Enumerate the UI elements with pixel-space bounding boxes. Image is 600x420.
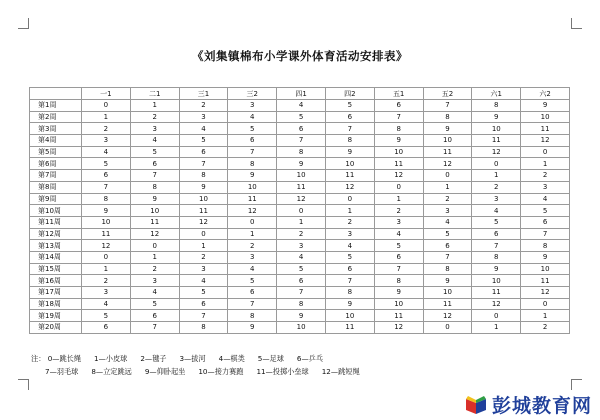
activity-code-cell: 5 [228,275,277,287]
activity-code-cell: 9 [325,146,374,158]
activity-code-cell: 10 [423,135,472,147]
activity-code-cell: 6 [179,146,228,158]
activity-code-cell: 3 [521,181,570,193]
book-logo-icon [464,393,488,415]
table-row [30,205,570,217]
activity-code-cell: 9 [82,205,131,217]
activity-code-cell: 2 [130,111,179,123]
activity-code-cell: 0 [423,170,472,182]
activity-code-cell: 2 [82,123,131,135]
activity-code-cell: 9 [423,123,472,135]
activity-code-cell: 3 [179,263,228,275]
activity-code-cell: 8 [277,146,326,158]
legend-item: 1—小皮球 [94,354,128,363]
legend-item: 11—投掷小垒球 [256,367,309,376]
activity-code-cell: 10 [423,287,472,299]
activity-code-cell: 6 [374,251,423,263]
activity-code-cell: 4 [82,146,131,158]
class-header-cell: 一1 [82,88,131,100]
activity-code-cell: 8 [82,193,131,205]
activity-code-cell: 10 [472,275,521,287]
activity-code-cell: 12 [521,135,570,147]
activity-code-cell: 4 [521,193,570,205]
activity-code-cell: 10 [374,146,423,158]
activity-code-cell: 5 [277,263,326,275]
activity-code-cell: 4 [472,205,521,217]
activity-code-cell: 2 [472,181,521,193]
activity-code-cell: 4 [277,100,326,112]
legend-item: 8—立定跳远 [91,367,132,376]
activity-code-cell: 2 [423,193,472,205]
activity-code-cell: 3 [472,193,521,205]
activity-code-cell: 0 [521,298,570,310]
activity-code-cell: 7 [179,158,228,170]
activity-code-cell: 9 [374,287,423,299]
activity-code-cell: 3 [82,135,131,147]
activity-code-cell: 6 [472,228,521,240]
schedule-table [29,87,570,334]
table-row [30,193,570,205]
week-label-cell: 第9周 [30,193,82,205]
table-row [30,263,570,275]
activity-code-cell: 4 [423,216,472,228]
activity-code-cell: 7 [277,135,326,147]
activity-code-cell: 11 [228,193,277,205]
activity-code-cell: 8 [228,310,277,322]
activity-code-cell: 7 [82,181,131,193]
activity-code-cell: 11 [423,298,472,310]
activity-code-cell: 7 [179,310,228,322]
activity-code-cell: 5 [325,251,374,263]
table-row [30,275,570,287]
activity-code-cell: 9 [277,310,326,322]
activity-code-cell: 5 [472,216,521,228]
activity-code-cell: 12 [325,181,374,193]
legend-item: 7—羽毛球 [45,367,79,376]
week-label-cell: 第20周 [30,322,82,334]
activity-code-cell: 2 [521,170,570,182]
activity-code-cell: 0 [472,310,521,322]
activity-code-cell: 1 [130,251,179,263]
activity-code-cell: 10 [325,310,374,322]
legend-item: 9—仰卧起坐 [144,367,186,376]
activity-code-cell: 7 [228,298,277,310]
activity-code-cell: 0 [521,146,570,158]
activity-code-cell: 4 [374,228,423,240]
activity-code-cell: 2 [521,322,570,334]
activity-code-cell: 9 [277,158,326,170]
activity-code-cell: 12 [130,228,179,240]
table-row [30,228,570,240]
activity-code-cell: 12 [82,240,131,252]
activity-code-cell: 11 [82,228,131,240]
activity-code-cell: 6 [82,322,131,334]
activity-code-cell: 4 [179,275,228,287]
activity-code-cell: 10 [277,322,326,334]
class-header-cell: 四2 [325,88,374,100]
class-header-cell: 三1 [179,88,228,100]
activity-code-cell: 9 [521,100,570,112]
activity-code-cell: 7 [374,111,423,123]
class-header-cell: 六1 [472,88,521,100]
activity-code-cell: 3 [228,251,277,263]
activity-code-cell: 9 [228,170,277,182]
table-row [30,123,570,135]
activity-code-cell: 0 [472,158,521,170]
activity-code-cell: 11 [130,216,179,228]
activity-code-cell: 0 [82,251,131,263]
activity-code-cell: 1 [82,111,131,123]
activity-code-cell: 3 [228,100,277,112]
activity-code-cell: 10 [521,263,570,275]
activity-code-cell: 5 [423,228,472,240]
activity-code-cell: 11 [472,135,521,147]
activity-code-cell: 10 [472,123,521,135]
activity-code-cell: 9 [521,251,570,263]
activity-code-cell: 7 [374,263,423,275]
activity-code-cell: 5 [521,205,570,217]
activity-code-cell: 8 [179,322,228,334]
week-label-cell: 第15周 [30,263,82,275]
activity-code-cell: 11 [521,275,570,287]
activity-code-cell: 8 [423,111,472,123]
activity-code-cell: 4 [130,287,179,299]
crop-mark-top-right [571,18,582,29]
table-body [30,100,570,334]
crop-mark-bottom-left [18,379,29,390]
class-header-cell: 四1 [277,88,326,100]
activity-code-cell: 10 [130,205,179,217]
activity-code-cell: 9 [130,193,179,205]
activity-code-cell: 3 [130,123,179,135]
class-header-cell: 三2 [228,88,277,100]
activity-code-cell: 8 [374,123,423,135]
activity-code-cell: 6 [228,287,277,299]
activity-code-cell: 5 [374,240,423,252]
activity-code-cell: 4 [228,111,277,123]
activity-code-cell: 12 [277,193,326,205]
activity-code-cell: 6 [277,275,326,287]
activity-code-cell: 10 [179,193,228,205]
activity-code-cell: 4 [179,123,228,135]
activity-code-cell: 11 [374,310,423,322]
week-label-cell: 第3周 [30,123,82,135]
activity-code-cell: 11 [179,205,228,217]
activity-code-cell: 12 [472,298,521,310]
activity-code-cell: 0 [179,228,228,240]
week-label-cell: 第10周 [30,205,82,217]
week-label-cell: 第8周 [30,181,82,193]
activity-code-cell: 2 [277,228,326,240]
class-header-cell: 二1 [130,88,179,100]
activity-code-cell: 0 [130,240,179,252]
activity-code-cell: 1 [325,205,374,217]
activity-code-cell: 11 [423,146,472,158]
activity-code-cell: 12 [423,310,472,322]
activity-code-cell: 5 [277,111,326,123]
week-label-cell: 第6周 [30,158,82,170]
activity-code-cell: 8 [130,181,179,193]
week-label-cell: 第7周 [30,170,82,182]
activity-code-cell: 12 [423,158,472,170]
week-label-cell: 第18周 [30,298,82,310]
legend-item: 5—足球 [257,354,284,363]
activity-code-cell: 11 [325,322,374,334]
activity-code-cell: 9 [472,111,521,123]
activity-code-cell: 3 [423,205,472,217]
table-row [30,170,570,182]
activity-code-cell: 7 [228,146,277,158]
activity-code-cell: 2 [325,216,374,228]
notes-line-2 [31,365,373,378]
activity-code-cell: 4 [130,135,179,147]
activity-code-cell: 2 [179,100,228,112]
activity-code-cell: 6 [423,240,472,252]
week-label-cell: 第2周 [30,111,82,123]
activity-code-cell: 0 [325,193,374,205]
notes-legend [31,352,373,378]
activity-code-cell: 8 [325,287,374,299]
class-header-cell: 六2 [521,88,570,100]
table-row [30,298,570,310]
activity-code-cell: 12 [179,216,228,228]
activity-code-cell: 0 [374,181,423,193]
legend-item: 6—乒乓 [296,354,324,363]
table-row [30,135,570,147]
activity-code-cell: 4 [325,240,374,252]
activity-code-cell: 8 [472,251,521,263]
activity-code-cell: 5 [179,135,228,147]
activity-code-cell: 11 [277,181,326,193]
activity-code-cell: 10 [374,298,423,310]
activity-code-cell: 9 [472,263,521,275]
activity-code-cell: 5 [228,123,277,135]
activity-code-cell: 1 [130,100,179,112]
activity-code-cell: 6 [277,123,326,135]
watermark-text: 彭城教育网 [491,394,592,417]
legend-item: 12—跳短绳 [321,367,360,376]
week-label-cell: 第5周 [30,146,82,158]
activity-code-cell: 6 [228,135,277,147]
activity-code-cell: 5 [325,100,374,112]
activity-code-cell: 6 [130,158,179,170]
legend-item: 2—毽子 [140,354,167,363]
activity-code-cell: 6 [325,263,374,275]
activity-code-cell: 1 [228,228,277,240]
week-label-cell: 第11周 [30,216,82,228]
activity-code-cell: 2 [228,240,277,252]
activity-code-cell: 4 [277,251,326,263]
activity-code-cell: 3 [374,216,423,228]
activity-code-cell: 3 [82,287,131,299]
activity-code-cell: 7 [277,287,326,299]
activity-code-cell: 3 [277,240,326,252]
activity-code-cell: 4 [228,263,277,275]
week-label-cell: 第16周 [30,275,82,287]
activity-code-cell: 8 [325,135,374,147]
activity-code-cell: 6 [130,310,179,322]
activity-code-cell: 5 [179,287,228,299]
activity-code-cell: 10 [277,170,326,182]
activity-code-cell: 9 [228,322,277,334]
table-row [30,146,570,158]
activity-code-cell: 2 [179,251,228,263]
activity-code-cell: 10 [82,216,131,228]
activity-code-cell: 9 [325,298,374,310]
activity-code-cell: 0 [228,216,277,228]
activity-code-cell: 8 [228,158,277,170]
activity-code-cell: 5 [130,298,179,310]
activity-code-cell: 1 [521,158,570,170]
activity-code-cell: 11 [374,158,423,170]
table-row [30,216,570,228]
activity-code-cell: 9 [423,275,472,287]
table-row [30,251,570,263]
activity-code-cell: 1 [277,216,326,228]
activity-code-cell: 5 [82,310,131,322]
legend-item: 4—棋类 [218,354,245,363]
activity-code-cell: 1 [472,322,521,334]
activity-code-cell: 2 [130,263,179,275]
week-label-cell: 第12周 [30,228,82,240]
activity-code-cell: 12 [521,287,570,299]
week-label-cell: 第14周 [30,251,82,263]
activity-code-cell: 9 [179,181,228,193]
activity-code-cell: 3 [325,228,374,240]
table-row [30,100,570,112]
week-label-cell: 第13周 [30,240,82,252]
table-row [30,310,570,322]
activity-code-cell: 8 [472,100,521,112]
activity-code-cell: 1 [423,181,472,193]
table-row [30,240,570,252]
activity-code-cell: 7 [325,275,374,287]
notes-prefix: 注： [31,354,46,363]
activity-code-cell: 12 [228,205,277,217]
corner-header-cell [30,88,82,100]
activity-code-cell: 11 [325,170,374,182]
activity-code-cell: 12 [374,322,423,334]
table-row [30,322,570,334]
week-label-cell: 第17周 [30,287,82,299]
activity-code-cell: 6 [179,298,228,310]
activity-code-cell: 8 [179,170,228,182]
crop-mark-top-left [18,18,29,29]
activity-code-cell: 11 [472,287,521,299]
activity-code-cell: 12 [472,146,521,158]
activity-code-cell: 1 [179,240,228,252]
activity-code-cell: 10 [325,158,374,170]
activity-code-cell: 7 [423,100,472,112]
activity-code-cell: 0 [82,100,131,112]
activity-code-cell: 5 [130,146,179,158]
activity-code-cell: 8 [374,275,423,287]
class-header-cell: 五2 [423,88,472,100]
activity-code-cell: 6 [82,170,131,182]
activity-code-cell: 7 [521,228,570,240]
activity-code-cell: 7 [423,251,472,263]
activity-code-cell: 3 [130,275,179,287]
activity-code-cell: 2 [374,205,423,217]
activity-code-cell: 12 [374,170,423,182]
activity-code-cell: 7 [130,170,179,182]
week-label-cell: 第4周 [30,135,82,147]
activity-code-cell: 1 [374,193,423,205]
legend-item: 10—接力赛跑 [198,367,244,376]
class-header-cell: 五1 [374,88,423,100]
legend-item: 0—跳长绳 [47,354,82,363]
legend-item: 3—拔河 [179,354,206,363]
activity-code-cell: 9 [374,135,423,147]
activity-code-cell: 6 [325,111,374,123]
activity-code-cell: 11 [521,123,570,135]
document-title: 《刘集镇棉布小学课外体育活动安排表》 [192,49,408,63]
activity-code-cell: 0 [277,205,326,217]
table-row [30,181,570,193]
week-label-cell: 第19周 [30,310,82,322]
activity-code-cell: 0 [423,322,472,334]
table-row [30,111,570,123]
activity-code-cell: 7 [472,240,521,252]
activity-code-cell: 4 [82,298,131,310]
table-row [30,287,570,299]
activity-code-cell: 2 [82,275,131,287]
activity-code-cell: 6 [374,100,423,112]
activity-code-cell: 10 [228,181,277,193]
table-header-row [30,88,570,100]
activity-code-cell: 1 [472,170,521,182]
activity-code-cell: 1 [521,310,570,322]
activity-code-cell: 8 [277,298,326,310]
activity-code-cell: 8 [521,240,570,252]
table-row [30,158,570,170]
watermark-logo [464,391,592,417]
activity-code-cell: 1 [82,263,131,275]
activity-code-cell: 6 [521,216,570,228]
crop-mark-bottom-right [571,379,582,390]
activity-code-cell: 8 [423,263,472,275]
notes-line-1 [31,352,373,365]
activity-code-cell: 10 [521,111,570,123]
activity-code-cell: 7 [325,123,374,135]
activity-code-cell: 7 [130,322,179,334]
activity-code-cell: 3 [179,111,228,123]
week-label-cell: 第1周 [30,100,82,112]
activity-code-cell: 5 [82,158,131,170]
